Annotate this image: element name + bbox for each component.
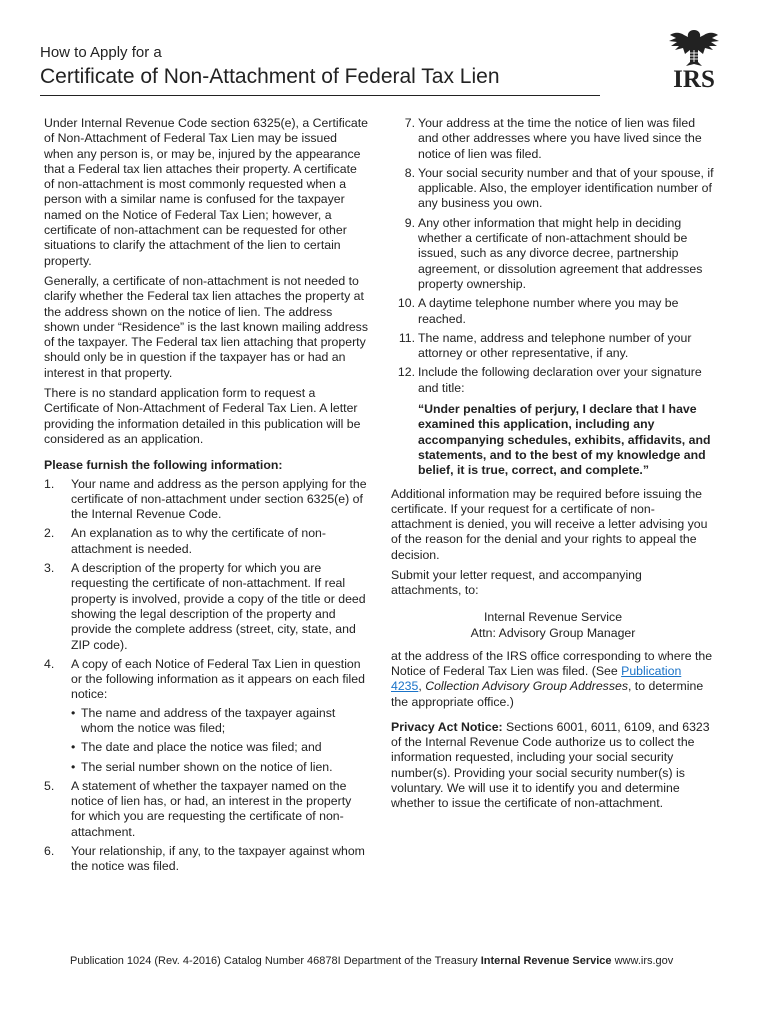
item-number: 1. [44,476,55,491]
item-number: 10. [397,296,415,311]
list-item [391,296,715,327]
page-kicker: How to Apply for a [40,44,162,61]
info-heading: Please furnish the following information: [44,458,283,473]
publication-4235-link[interactable]: Publication 4235 [391,663,682,694]
list-item [44,477,368,523]
privacy-act-label: Privacy Act Notice: [391,719,503,734]
irs-logo-text: IRS [673,66,715,93]
irs-logo [666,26,722,98]
office-text-post: , to determine the appropriate office.) [391,679,704,709]
item-text: Your social security number and that of your spouse, if applicable. Also, the employer identification number of any business you own. [418,165,714,211]
right-column [391,116,715,817]
bullet-text: The date and place the notice was filed; and [81,740,322,755]
item-text: An explanation as to why the certificate of non-attachment is needed. [71,526,326,556]
item-number: 2. [44,526,55,541]
item-number: 5. [44,778,55,793]
bullet-text: The name and address of the taxpayer against whom the notice was filed; [81,705,336,735]
info-list-right [391,116,715,396]
intro-paragraph-2: Generally, a certificate of non-attachment is not needed to clarify whether the Federal tax lien attaches the property at the address shown on the notice of lien. The address shown under “Residence” is the last known mailing address of the taxpayer. The Federal tax lien attaching that property should only be in question if the taxpayer has or had an interest in that property. [44,273,368,380]
list-item [44,561,368,653]
list-item [391,166,715,212]
left-column [44,116,368,879]
page-title: Certificate of Non-Attachment of Federal Tax Lien [40,65,500,88]
list-item [44,779,368,840]
footer-website: www.irs.gov [614,955,674,967]
privacy-act-paragraph [391,720,715,812]
privacy-act-text: Sections 6001, 6011, 6109, and 6323 of the Internal Revenue Code authorize us to collect the information requested, including your social security number(s). Providing your social security number(s) is voluntary. We will use it to identify you and determine whether to issue the certificate of non-attachment. [391,719,710,811]
item-text: Your address at the time the notice of lien was filed and other addresses where you have lived since the notice of lien was filed. [418,116,702,161]
intro-paragraph-3: There is no standard application form to request a Certificate of Non-Attachment of Federal Tax Lien. A letter providing the information detailed in this publication will be considered as an application. [44,386,361,446]
intro-paragraph-1: Under Internal Revenue Code section 6325(e), a Certificate of Non-Attachment of Federal Tax Lien may be issued when any person is, or may be, injured by the appearance that a Federal tax lien attaches their property. A certificate of non-attachment is most commonly requested when a person with a similar name is confused for the taxpayer named on the Notice of Federal Tax Lien; however, a certificate of non-attachment can be requested for other situations to clarify the attachment of the lien to certain property. [44,116,369,268]
address-line-2: Attn: Advisory Group Manager [470,625,636,640]
mailing-address [391,609,715,641]
item-text: The name, address and telephone number of your attorney or other representative, if any. [418,330,692,361]
info-list-left [44,477,368,875]
item-text: Any other information that might help in deciding whether a certificate of non-attachment should be issued, such as any divorce decree, partnership agreement, or dissolution agreement that addresses property ownership. [418,215,703,291]
address-line-1: Internal Revenue Service [483,609,623,624]
list-item [391,216,715,292]
item-number: 12. [397,365,415,380]
item-text: A copy of each Notice of Federal Tax Lien in question or the following information as it appears on each filed notice: [71,656,365,702]
bullet-item [71,760,368,775]
office-text-pre: at the address of the IRS office corresponding to where the Notice of Federal Tax Lien was filed. (See [391,648,713,678]
additional-info-paragraph: Additional information may be required before issuing the certificate. If your request for a certificate of non-attachment is denied, you will receive a letter advising you of the reason for the denial and your rights to appeal the decision. [391,486,708,562]
list-item [391,365,715,396]
item-text: Your name and address as the person applying for the certificate of non-attachment under section 6325(e) of the Internal Revenue Code. [71,476,367,522]
bullet-item [71,740,368,755]
office-paragraph [391,649,715,710]
item-number: 6. [44,844,55,859]
item-text: A description of the property for which you are requesting the certificate of non-attachment. If real property is involved, provide a copy of the title or deed showing the legal description of the property and provide the complete address (street, city, state, and ZIP code). [71,561,366,652]
item-number: 4. [44,656,55,671]
perjury-declaration: “Under penalties of perjury, I declare that I have examined this application, including any accompanying schedules, exhibits, affidavits, and statements, and to the best of my knowledge and belief, it is true, correct, and complete.” [418,402,711,478]
item-number: 9. [404,215,415,230]
footer-agency: Internal Revenue Service [480,955,612,967]
item-text: A statement of whether the taxpayer named on the notice of lien has, or had, an interest in the property for which you are requesting the certificate of non-attachment. [71,778,352,839]
item-number: 7. [404,116,415,130]
item-text: A daytime telephone number where you may be reached. [418,296,679,326]
office-publication-title: Collection Advisory Group Addresses [425,679,628,694]
item-text: Your relationship, if any, to the taxpayer against whom the notice was filed. [71,844,365,874]
notice-info-bullets [71,706,368,775]
submit-paragraph: Submit your letter request, and accompanying attachments, to: [391,568,642,598]
list-item [44,844,368,875]
page-footer [70,955,673,967]
footer-publication: Publication 1024 (Rev. 4-2016) Catalog Number 46878I Department of the Treasury [70,955,478,967]
bullet-icon: • [71,759,76,774]
eagle-icon [666,26,722,70]
item-number: 11. [398,330,415,345]
item-number: 3. [44,561,55,576]
bullet-text: The serial number shown on the notice of lien. [81,759,333,774]
item-text: Include the following declaration over your signature and title: [418,365,702,395]
bullet-icon: • [71,740,76,755]
title-rule [40,95,600,96]
list-item [391,116,715,162]
list-item [44,657,368,775]
bullet-item [71,706,368,737]
list-item [44,526,368,557]
bullet-icon: • [71,705,76,720]
list-item [391,331,715,362]
item-number: 8. [404,165,415,180]
comma-separator: , [418,679,426,694]
